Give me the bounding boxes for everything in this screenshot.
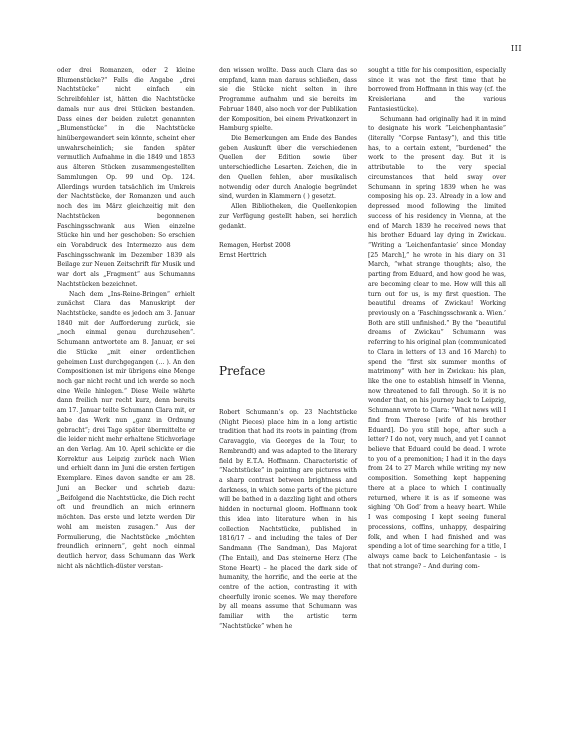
paragraph: oder drei Romanzen, oder 2 kleine Blumenstücke?“ Falls die Angabe „drei Nachtstücke“ nicht einfach ein Schreibfehler ist, hätten die Nachtstücke damals nur aus drei Stücken bestanden. Dass eines der beiden zuletzt genannten „Blumenstücke“ in die Nachtstücke hinübergewandert sein könnte, scheint eher unwahrscheinlich; sie fanden später vermutlich Aufnahme in die 1849 und 1853 aus älteren Stücken zusammengestellten Sammlungen Op. 99 und Op. 124. Allerdings wurden tatsächlich im Umkreis der Nachtstücke, der Romanzen und auch noch des im März gleichzeitig mit den Nachtstücken begonnenen Faschingsschwank aus Wien einzelne Stücke hin und her geschoben: So erschien ein Vorabdruck des Intermezzo aus dem Faschingsschwank im Dezember 1839 als Beilage zur Neuen Zeitschrift für Musik und war dort als „Fragment“ aus Schumanns Nachtstücken bezeichnet. [57, 67, 195, 288]
column-english-first [219, 408, 357, 632]
paragraph: Allen Bibliotheken, die Quellenkopien zur Verfügung gestellt haben, sei herzlich gedankt. [219, 203, 357, 230]
paragraph: Schumann had originally had it in mind to designate his work “Leichenphantasie” (literally “Corpse Fantasy”), and this title has, to a certain extent, “burdened” the work to the present day. But it is attributable to the very special circumstances that held sway over Schumann in spring 1839 when he was composing his op. 23. Already in a low and depressed mood following the limited success of his residency in Vienna, at the end of March 1839 he received news that his brother Eduard lay dying in Zwickau. “Writing a ‘Leichenfantasie’ since Monday [25 March],” he wrote in his diary on 31 March, “what strange thoughts; also, the parting from Eduard, and how good he was, are becoming clear to me. How will this all turn out for us, is my first question. The beautiful dreams of Zwickau! Working previously on a ‘Faschingsschwank a. Wien.’ Both are still unfinished.” By the “beautiful dreams of Zwickau” Schumann was referring to his original plan (communicated to Clara in letters of 13 and 16 March) to spend the “first six summer months of matrimony” with her in Zwickau: his plan, like the one to establish himself in Vienna, now threatened to fall through. So it is no wonder that, on his journey back to Leipzig, Schumann wrote to Clara: “What news will I find from Therese [wife of his brother Eduard]. Do you still hope, after such a letter? I do not, very much, and yet I cannot believe that Eduard could be dead. I wrote to you of a premonition; I had it in the days from 24 to 27 March while writing my new composition. Something kept happening there at a place to which I continually returned, where it is as if someone was sighing ‘Oh God’ from a heavy heart. While I was composing I kept seeing funeral processions, coffins, unhappy, despairing folk, and when I had finished and was spending a lot of time searching for a title, I always came back to Leichenfantasie – is that not strange? – And during com- [368, 115, 506, 570]
column-german-right [219, 66, 357, 260]
paragraph: Die Bemerkungen am Ende des Bandes geben Auskunft über die verschiedenen Quellen der Edition sowie über unterschiedliche Lesarten. Zeichen, die in den Quellen fehlen, aber musikalisch notwendig oder durch Analogie begründet sind, wurden in Klammern ( ) gesetzt. [219, 135, 357, 201]
section-heading: Preface [219, 364, 266, 378]
paragraph: Robert Schumann’s op. 23 Nachtstücke (Night Pieces) place him in a long artistic tradition that had its roots in painting (from Caravaggio, via Georges de la Tour, to Rembrandt) and was adapted to the literary field by E.T.A. Hoffmann. Characteristic of “Nachtstücke” in painting are pictures with a sharp contrast between brightness and darkness, in which some parts of the picture will be bathed in a dazzling light and others hidden in nocturnal gloom. Hoffmann took this idea into literature when in his collection Nachtstücke, published in 1816/17 – and including the tales of Der Sandmann (The Sandman), Das Majorat (The Entail), and Das steinerne Herz (The Stone Heart) – he placed the dark side of humanity, the horrific, and the eerie at the centre of the action, contrasting it with cheerfully ironic scenes. We may therefore by all means assume that Schumann was familiar with the artistic term “Nachtstücke” when he [219, 409, 357, 630]
column-english-second [368, 66, 506, 571]
paragraph: sought a title for his composition, especially since it was not the first time that he borrowed from Hoffmann in this way (cf. the Kreisleriana and the various Fantasiestücke). [368, 67, 506, 113]
page-number: III [511, 44, 522, 53]
paragraph: den wissen wollte. Dass auch Clara das so empfand, kann man daraus schließen, dass sie die Stücke nicht selten in ihre Programme aufnahm und sie bereits im Februar 1840, also noch vor der Publikation der Komposition, bei einem Privatkonzert in Hamburg spielte. [219, 67, 357, 133]
paragraph: Nach dem „Ins-Reine-Bringen“ erhielt zunächst Clara das Manuskript der Nachtstücke, sandte es jedoch am 3. Januar 1840 mit der Aufforderung zurück, sie „noch einmal genau durchzusehen“. Schumann antwortete am 8. Januar, er sei die Stücke „mit einer ordentlichen geheimen Lust durchgegangen (… ). An den Compositionen ist mir übrigens eine Menge noch gar nicht recht und ich werde so noch eine Weile hinlegen.“ Diese Weile währte dann freilich nur recht kurz, denn bereits am 17. Januar teilte Schumann Clara mit, er habe das Werk nun „ganz in Ordnung gebracht“; drei Tage später übermittelte er die leider nicht mehr erhaltene Stichvorlage an den Verlag. Am 10. April schickte er die Korrektur aus Leipzig zurück nach Wien und erhielt dann im Juni die ersten fertigen Exemplare. Eines davon sandte er am 28. Juni an Becker und schrieb dazu: „Beifolgend die Nachtstücke, die Dich recht oft und freundlich an mich erinnern möchten. Das erste und letzte werden Dir wohl am meisten zusagen.“ Aus der Formulierung, die Nachtstücke „möchten freundlich erinnern“, geht noch einmal deutlich hervor, dass Schumann das Werk nicht als nächtlich-düster verstan- [57, 290, 195, 570]
author-name: Ernst Herttrich [219, 251, 267, 259]
column-german-left [57, 66, 195, 571]
place-date: Remagen, Herbst 2008 [219, 241, 291, 249]
